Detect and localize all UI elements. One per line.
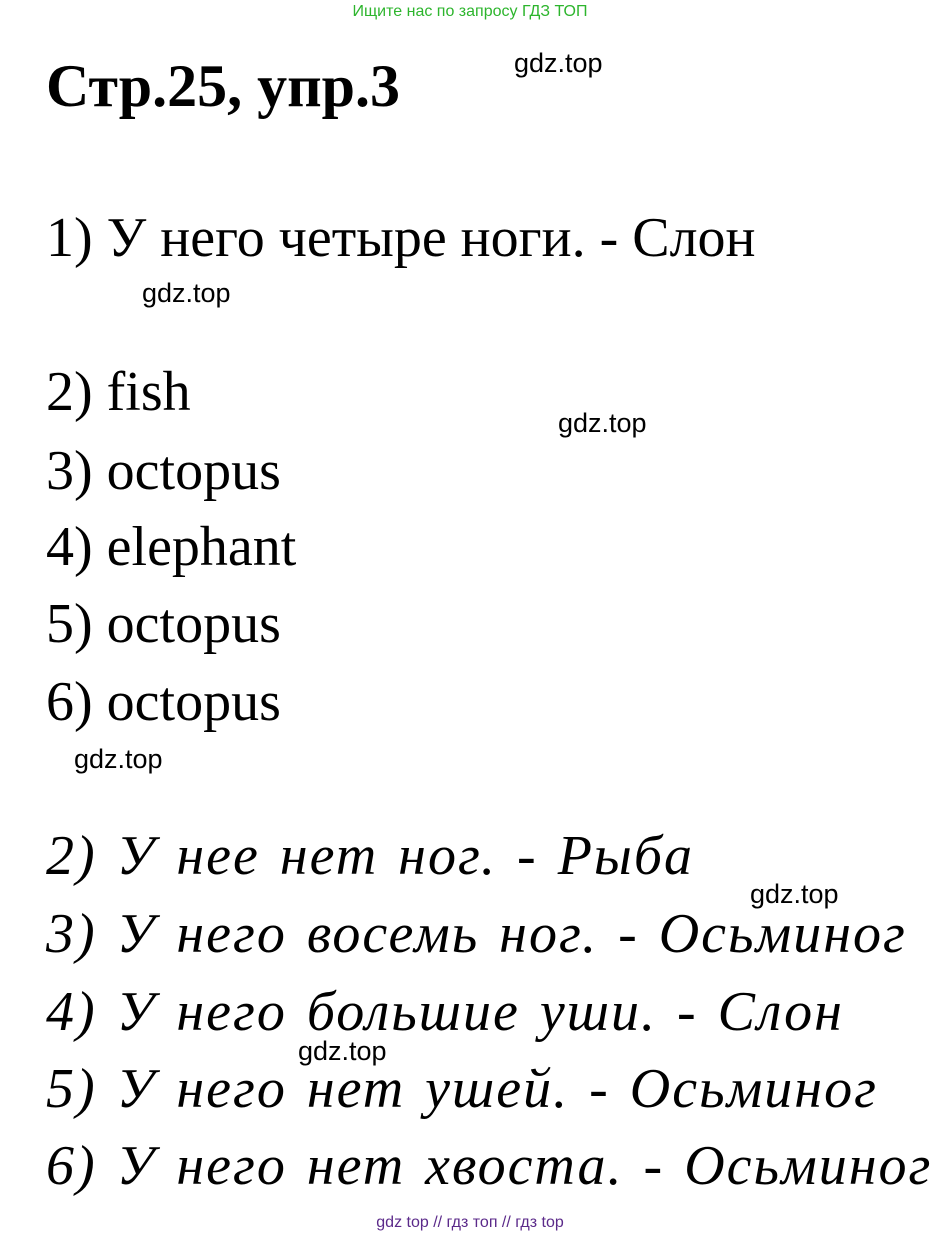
answer-line-4: 4) elephant bbox=[46, 516, 297, 578]
watermark: gdz.top bbox=[558, 408, 647, 438]
translation-line-3: 3) У него восемь ног. - Осьминог bbox=[46, 903, 907, 965]
watermark: gdz.top bbox=[298, 1036, 387, 1066]
watermark: gdz.top bbox=[142, 278, 231, 308]
watermark: gdz.top bbox=[514, 48, 603, 78]
footer-links[interactable]: gdz top // гдз топ // гдз top bbox=[376, 1214, 564, 1231]
answer-line-3: 3) octopus bbox=[46, 440, 281, 502]
answer-line-1: 1) У него четыре ноги. - Слон bbox=[46, 207, 756, 269]
translation-line-5: 5) У него нет ушей. - Осьминог bbox=[46, 1058, 878, 1120]
watermark: gdz.top bbox=[74, 744, 163, 774]
translation-line-6: 6) У него нет хвоста. - Осьминог bbox=[46, 1135, 933, 1197]
answer-line-6: 6) octopus bbox=[46, 671, 281, 733]
top-banner[interactable]: Ищите нас по запросу ГДЗ ТОП bbox=[352, 3, 588, 20]
watermark: gdz.top bbox=[750, 879, 839, 909]
page-title: Стр.25, упр.3 bbox=[46, 53, 401, 119]
answer-line-5: 5) octopus bbox=[46, 593, 281, 655]
translation-line-2: 2) У нее нет ног. - Рыба bbox=[46, 825, 694, 887]
answer-line-2: 2) fish bbox=[46, 361, 191, 423]
translation-line-4: 4) У него большие уши. - Слон bbox=[46, 981, 844, 1043]
